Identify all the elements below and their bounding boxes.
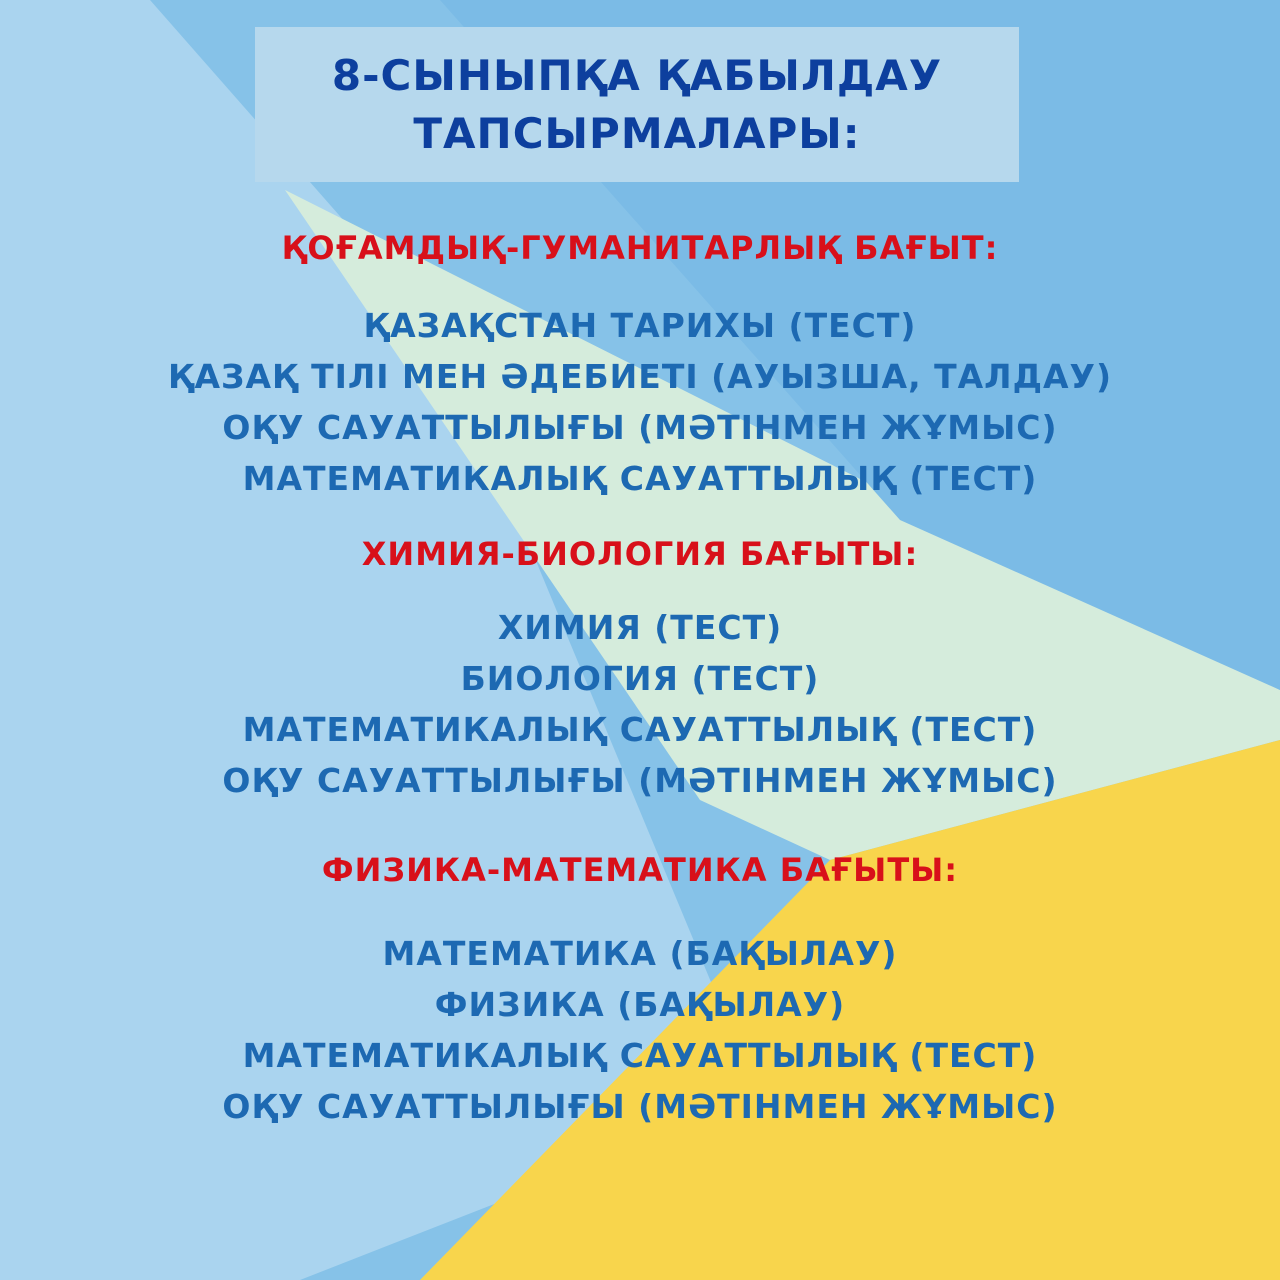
section-social-humanitarian (0, 228, 1280, 268)
subject-item: МАТЕМАТИКА (БАҚЫЛАУ) (382, 934, 898, 973)
section-physics-mathematics-items (0, 928, 1280, 1132)
section-heading: ФИЗИКА-МАТЕМАТИКА БАҒЫТЫ: (321, 851, 959, 889)
section-chemistry-biology (0, 534, 1280, 574)
title-line-2: ТАПСЫРМАЛАРЫ: (413, 108, 861, 158)
subject-item: ОҚУ САУАТТЫЛЫҒЫ (МӘТІНМЕН ЖҰМЫС) (222, 761, 1058, 800)
section-heading: ХИМИЯ-БИОЛОГИЯ БАҒЫТЫ: (361, 535, 919, 573)
subject-item: МАТЕМАТИКАЛЫҚ САУАТТЫЛЫҚ (ТЕСТ) (242, 1036, 1038, 1075)
subject-item: БИОЛОГИЯ (ТЕСТ) (460, 659, 820, 698)
section-physics-mathematics (0, 850, 1280, 890)
subject-item: ОҚУ САУАТТЫЛЫҒЫ (МӘТІНМЕН ЖҰМЫС) (222, 1087, 1058, 1126)
subject-item: ОҚУ САУАТТЫЛЫҒЫ (МӘТІНМЕН ЖҰМЫС) (222, 408, 1058, 447)
subject-item: ХИМИЯ (ТЕСТ) (497, 608, 783, 647)
subject-item: ҚАЗАҚ ТІЛІ МЕН ӘДЕБИЕТІ (АУЫЗША, ТАЛДАУ) (167, 357, 1113, 396)
title-box (255, 27, 1019, 182)
subject-item: МАТЕМАТИКАЛЫҚ САУАТТЫЛЫҚ (ТЕСТ) (242, 459, 1038, 498)
section-chemistry-biology-items (0, 602, 1280, 806)
subject-item: ҚАЗАҚСТАН ТАРИХЫ (ТЕСТ) (363, 306, 917, 345)
title-line-1: 8-СЫНЫПҚА ҚАБЫЛДАУ (331, 50, 943, 100)
subject-item: МАТЕМАТИКАЛЫҚ САУАТТЫЛЫҚ (ТЕСТ) (242, 710, 1038, 749)
subject-item: ФИЗИКА (БАҚЫЛАУ) (434, 985, 846, 1024)
section-heading: ҚОҒАМДЫҚ-ГУМАНИТАРЛЫҚ БАҒЫТ: (281, 229, 999, 267)
section-social-humanitarian-items (0, 300, 1280, 504)
